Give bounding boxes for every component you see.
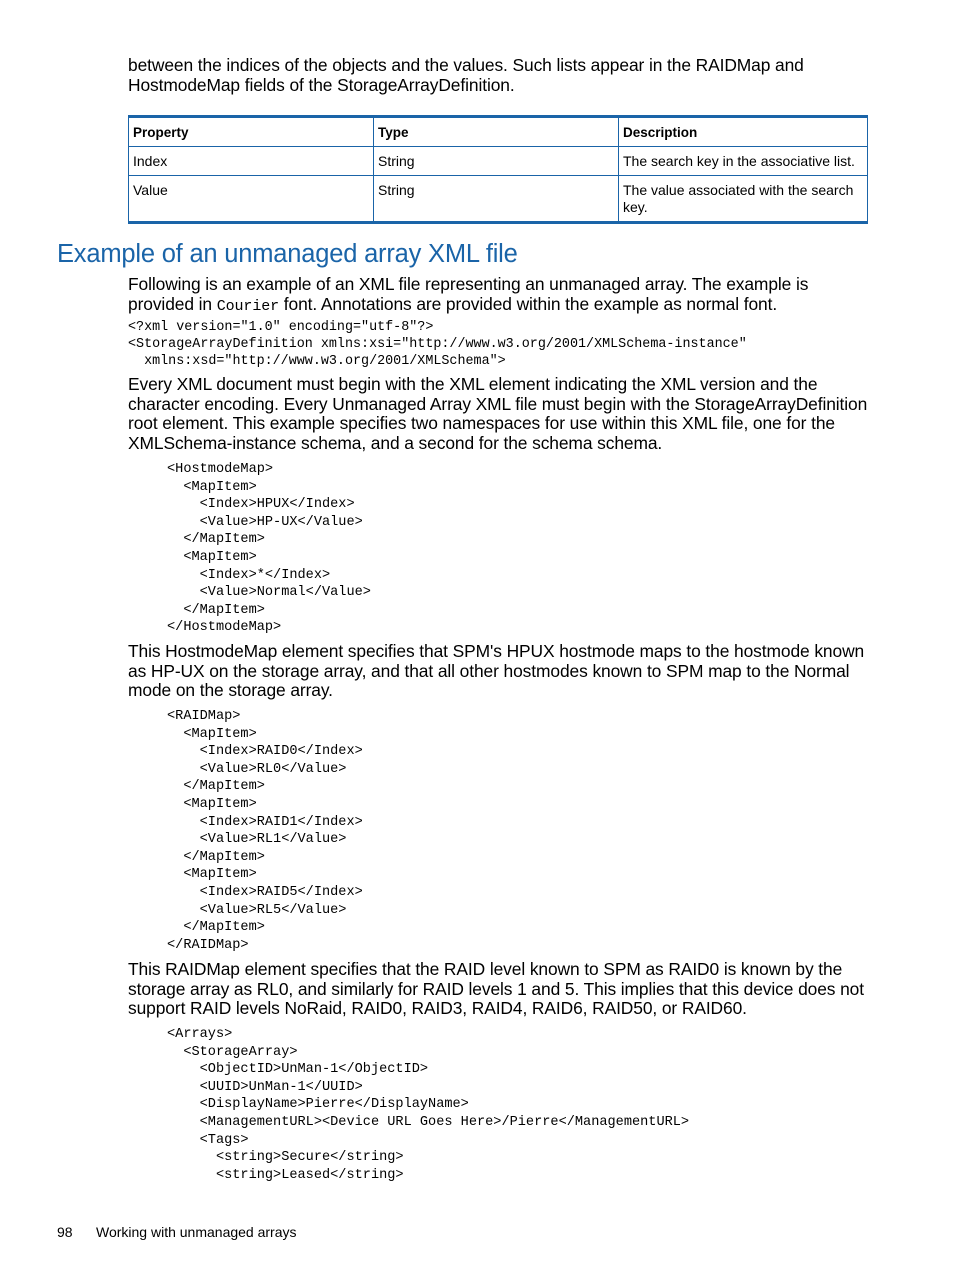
cell-type: String (374, 176, 619, 223)
cell-description: The search key in the associative list. (619, 147, 868, 176)
header-property: Property (129, 117, 374, 147)
intro-paragraph (128, 56, 870, 95)
page-footer (57, 1222, 297, 1242)
property-table (128, 115, 868, 224)
section-title: Example of an unmanaged array XML file (57, 240, 518, 268)
xml-header-code: <?xml version="1.0" encoding="utf-8"?> <StorageArrayDefinition xmlns:xsi="http://www.w3.org/2001/XMLSchema-instance" xmlns:xsd="http://www.w3.org/2001/XMLSchema"> (128, 320, 747, 369)
namespace-explanation: Every XML document must begin with the XML element indicating the XML version and the character encoding. Every Unmanaged Array XML file must begin with the StorageArrayDefinition root element. This example specifies two namespaces for use within this XML file, one for the XMLSchema-instance schema, and a second for the schema schema. (128, 374, 868, 453)
chapter-title: Working with unmanaged arrays (96, 1224, 297, 1240)
cell-type: String (374, 147, 619, 176)
raid-map-code: <RAIDMap> <MapItem> <Index>RAID0</Index> <Value>RL0</Value> </MapItem> <MapItem> <Index>RAID1</Index> <Value>RL1</Value> </MapItem> <MapItem> <Index>RAID5</Index> <Value>RL5</Value> </MapItem> </RAIDMap> (167, 709, 363, 953)
page-number: 98 (57, 1224, 73, 1240)
cell-property: Index (129, 147, 374, 176)
courier-code-word: Courier (216, 297, 280, 315)
example-intro-paragraph (128, 275, 870, 316)
hostmode-map-code: <HostmodeMap> <MapItem> <Index>HPUX</Index> <Value>HP-UX</Value> </MapItem> <MapItem> <Index>*</Index> <Value>Normal</Value> </MapItem> </HostmodeMap> (167, 462, 371, 636)
intro-line-1: between the indices of the objects and the values. Such lists appear in the RAIDMap and (128, 55, 804, 75)
header-description: Description (619, 117, 868, 147)
cell-description: The value associated with the search key. (619, 176, 868, 223)
hostmode-explanation: This HostmodeMap element specifies that SPM's HPUX hostmode maps to the hostmode known as HP-UX on the storage array, and that all other hostmodes known to SPM map to the Normal mode on the storage array. (128, 641, 865, 701)
table-row (129, 176, 868, 223)
example-intro-text-a: Following is an example of an XML file representing an unmanaged array. The example is provided in (128, 274, 809, 314)
header-type: Type (374, 117, 619, 147)
example-intro-text-b: font. Annotations are provided within the example as normal font. (279, 293, 778, 314)
cell-property: Value (129, 176, 374, 223)
table-header-row (129, 117, 868, 147)
raid-explanation: This RAIDMap element specifies that the RAID level known to SPM as RAID0 is known by the storage array as RL0, and similarly for RAID levels 1 and 5. This implies that this device does not support RAID levels NoRaid, RAID0, RAID3, RAID4, RAID6, RAID50, or RAID60. (128, 959, 864, 1019)
arrays-code: <Arrays> <StorageArray> <ObjectID>UnMan-1</ObjectID> <UUID>UnMan-1</UUID> <DisplayName>Pierre</DisplayName> <ManagementURL><Device URL Goes Here>/Pierre</ManagementURL> <Tags> <string>Secure</string> <string>Leased</string> (167, 1027, 690, 1183)
table-row (129, 147, 868, 176)
intro-line-2: HostmodeMap fields of the StorageArrayDefinition. (128, 74, 515, 95)
